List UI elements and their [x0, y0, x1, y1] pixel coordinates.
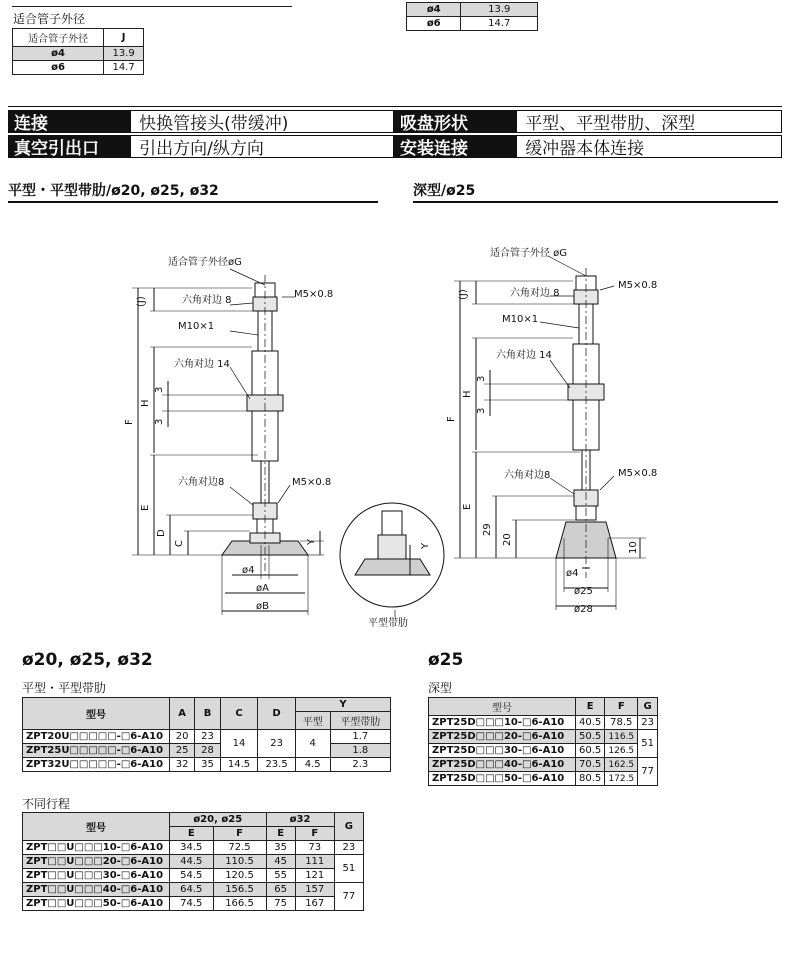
- left-label-m5-lower: M5×0.8: [292, 477, 332, 488]
- spec-bar-topline: [8, 106, 782, 107]
- top-left-section-label: 适合管子外径: [13, 12, 86, 26]
- col-e: E: [170, 827, 214, 841]
- col-model: 型号: [429, 698, 576, 716]
- left-label-c: C: [174, 540, 185, 547]
- cell-e1: 44.5: [170, 855, 214, 869]
- right-label-j: (J): [458, 289, 469, 300]
- right-label-f: F: [446, 416, 457, 422]
- col-c: C: [220, 698, 258, 730]
- cell-e: 60.5: [576, 744, 605, 758]
- cell-f2: 121: [295, 869, 334, 883]
- cell-g: 51: [638, 730, 658, 758]
- cell-f2: 157: [295, 883, 334, 897]
- left-drawing-title: [8, 180, 378, 203]
- left-label-d: D: [156, 529, 167, 537]
- cell-e2: 65: [266, 883, 295, 897]
- top-left-table: [12, 28, 144, 75]
- cell-y-flat: 4: [295, 730, 330, 758]
- right-label-tube: 适合管子外径 øG: [490, 248, 568, 259]
- table-row-model: ZPT25D□□□20-□6-A10: [429, 730, 576, 744]
- left-label-three-2: 3: [154, 418, 165, 425]
- table-row-model: ZPT25D□□□30-□6-A10: [429, 744, 576, 758]
- right-label-m5-upper: M5×0.8: [618, 280, 658, 291]
- cell-f1: 120.5: [213, 869, 266, 883]
- col-b: B: [195, 698, 220, 730]
- right-label-10: 10: [628, 541, 639, 554]
- cell-d: 23: [258, 730, 296, 758]
- table-row-model: ZPT32U□□□□□-□6-A10: [23, 758, 170, 772]
- cell-e2: 45: [266, 855, 295, 869]
- cell-g: 77: [638, 758, 658, 786]
- cell-e: 50.5: [576, 730, 605, 744]
- right-label-hex8-upper: 六角对边 8: [510, 288, 560, 299]
- right-drawing-title: [413, 180, 778, 203]
- cell-y-rib: 1.7: [330, 730, 390, 744]
- right-label-20: 20: [502, 533, 513, 546]
- left-label-j: (J): [136, 296, 147, 307]
- cell-f2: 167: [295, 897, 334, 911]
- cell-c: 14: [220, 730, 258, 758]
- left-drawing-title-text: 平型・平型带肋/ø20, ø25, ø32: [8, 183, 219, 199]
- stroke-table: [22, 812, 364, 911]
- table-row-model: ZPT25U□□□□□-□6-A10: [23, 744, 170, 758]
- spec-key-mounting: 安装连接: [394, 135, 516, 158]
- top-right-size: ø4: [407, 3, 461, 17]
- cell-g: 23: [334, 841, 363, 855]
- top-right-table: [406, 2, 538, 31]
- spec-val-connection: 快换管接头(带缓冲): [130, 110, 394, 133]
- table-row-model: ZPT□□U□□□30-□6-A10: [23, 869, 170, 883]
- left-label-three-1: 3: [154, 386, 165, 393]
- left-label-rib: 平型带肋: [368, 618, 408, 629]
- cell-f: 162.5: [605, 758, 638, 772]
- left-label-db: øB: [256, 601, 269, 612]
- table-row-model: ZPT25D□□□50-□6-A10: [429, 772, 576, 786]
- right-label-hex14: 六角对边 14: [496, 350, 552, 361]
- right-label-e: E: [462, 503, 473, 510]
- spec-val-vacuum-port: 引出方向/纵方向: [130, 135, 394, 158]
- cell-y-rib: 1.8: [330, 744, 390, 758]
- cell-e2: 35: [266, 841, 295, 855]
- table-row-model: ZPT□□U□□□50-□6-A10: [23, 897, 170, 911]
- cell-f: 116.5: [605, 730, 638, 744]
- right-table-caption: 深型: [428, 681, 453, 695]
- spec-val-pad-shape: 平型、平型带肋、深型: [516, 110, 782, 133]
- left-technical-drawing: [110, 245, 445, 640]
- top-left-val: 13.9: [104, 47, 144, 61]
- cell-e2: 55: [266, 869, 295, 883]
- cell-f1: 166.5: [213, 897, 266, 911]
- left-label-y: Y: [306, 538, 317, 545]
- cell-b: 23: [195, 730, 220, 744]
- right-label-d28: ø28: [574, 604, 593, 615]
- cell-f1: 156.5: [213, 883, 266, 897]
- spec-key-pad-shape: 吸盘形状: [394, 110, 516, 133]
- cell-e1: 54.5: [170, 869, 214, 883]
- right-technical-drawing: [440, 238, 760, 623]
- stroke-table-caption: 不同行程: [22, 797, 71, 811]
- col-f: F: [295, 827, 334, 841]
- left-label-hex8-upper: 六角对边 8: [182, 295, 232, 306]
- col-group-20-25: ø20, ø25: [170, 813, 267, 827]
- right-drawing-title-text: 深型/ø25: [413, 183, 476, 199]
- top-left-val: 14.7: [104, 61, 144, 75]
- top-left-col-1: 适合管子外径: [13, 29, 104, 47]
- right-label-three-2: 3: [476, 407, 487, 414]
- col-g: G: [638, 698, 658, 716]
- spec-key-connection: 连接: [8, 110, 130, 133]
- right-label-hex8-lower: 六角对边8: [504, 470, 551, 481]
- left-label-h: H: [140, 399, 151, 407]
- cell-a: 20: [170, 730, 195, 744]
- right-label-m10: M10×1: [502, 314, 539, 325]
- table-row-model: ZPT25D□□□40-□6-A10: [429, 758, 576, 772]
- top-left-strip: [12, 0, 292, 7]
- cell-b: 28: [195, 744, 220, 758]
- cell-e2: 75: [266, 897, 295, 911]
- left-label-m5-upper: M5×0.8: [294, 289, 334, 300]
- col-group-32: ø32: [266, 813, 334, 827]
- right-label-three-1: 3: [476, 375, 487, 382]
- left-size-title: ø20, ø25, ø32: [22, 650, 153, 670]
- top-left-size: ø4: [13, 47, 104, 61]
- col-y: Y: [295, 698, 390, 712]
- col-e: E: [266, 827, 295, 841]
- left-label-m10: M10×1: [178, 321, 215, 332]
- table-row-model: ZPT□□U□□□20-□6-A10: [23, 855, 170, 869]
- top-right-val: 13.9: [461, 3, 538, 17]
- left-label-hex14: 六角对边 14: [174, 359, 230, 370]
- right-label-d25: ø25: [574, 586, 593, 597]
- cell-e: 70.5: [576, 758, 605, 772]
- cell-f1: 110.5: [213, 855, 266, 869]
- table-row-model: ZPT20U□□□□□-□6-A10: [23, 730, 170, 744]
- cell-e: 80.5: [576, 772, 605, 786]
- col-y-rib: 平型带肋: [330, 712, 390, 730]
- cell-f: 126.5: [605, 744, 638, 758]
- col-f: F: [605, 698, 638, 716]
- right-label-m5-lower: M5×0.8: [618, 468, 658, 479]
- top-left-size: ø6: [13, 61, 104, 75]
- table-row-model: ZPT□□U□□□10-□6-A10: [23, 841, 170, 855]
- right-size-title: ø25: [428, 650, 464, 670]
- cell-e: 40.5: [576, 716, 605, 730]
- spec-key-vacuum-port: 真空引出口: [8, 135, 130, 158]
- cell-c: 14.5: [220, 758, 258, 772]
- col-a: A: [170, 698, 195, 730]
- cell-g: 77: [334, 883, 363, 911]
- cell-b: 35: [195, 758, 220, 772]
- top-right-edge: [406, 0, 538, 3]
- cell-g: 23: [638, 716, 658, 730]
- cell-d: 23.5: [258, 758, 296, 772]
- left-label-da: øA: [256, 583, 269, 594]
- cell-f: 172.5: [605, 772, 638, 786]
- left-label-e: E: [140, 504, 151, 511]
- col-g: G: [334, 813, 363, 841]
- spec-bar-row-2: [8, 135, 782, 158]
- table-row-model: ZPT25D□□□10-□6-A10: [429, 716, 576, 730]
- left-label-y-detail: Y: [420, 542, 431, 549]
- cell-f2: 73: [295, 841, 334, 855]
- left-dimensions-table: [22, 697, 391, 772]
- deep-type-table: [428, 697, 658, 786]
- col-model: 型号: [23, 698, 170, 730]
- left-label-tube: 适合管子外径øG: [168, 257, 242, 268]
- cell-f1: 72.5: [213, 841, 266, 855]
- cell-f2: 111: [295, 855, 334, 869]
- cell-e1: 34.5: [170, 841, 214, 855]
- col-e: E: [576, 698, 605, 716]
- spec-val-mounting: 缓冲器本体连接: [516, 135, 782, 158]
- cell-e1: 64.5: [170, 883, 214, 897]
- cell-e1: 74.5: [170, 897, 214, 911]
- top-left-col-2: J: [104, 29, 144, 47]
- col-f: F: [213, 827, 266, 841]
- cell-a: 25: [170, 744, 195, 758]
- table-row-model: ZPT□□U□□□40-□6-A10: [23, 883, 170, 897]
- top-right-size: ø6: [407, 17, 461, 31]
- left-label-f: F: [124, 419, 135, 425]
- cell-a: 32: [170, 758, 195, 772]
- top-right-val: 14.7: [461, 17, 538, 31]
- cell-g: 51: [334, 855, 363, 883]
- spec-bar-row-1: [8, 110, 782, 133]
- cell-f: 78.5: [605, 716, 638, 730]
- col-d: D: [258, 698, 296, 730]
- left-table-caption: 平型・平型带肋: [22, 681, 107, 695]
- cell-y-rib: 2.3: [330, 758, 390, 772]
- cell-y-flat: 4.5: [295, 758, 330, 772]
- col-y-flat: 平型: [295, 712, 330, 730]
- right-label-29: 29: [482, 523, 493, 536]
- left-label-d4: ø4: [242, 565, 255, 576]
- right-label-d4: ø4: [566, 568, 579, 579]
- left-label-hex8-lower: 六角对边8: [178, 477, 225, 488]
- right-label-h: H: [462, 390, 473, 398]
- col-model: 型号: [23, 813, 170, 841]
